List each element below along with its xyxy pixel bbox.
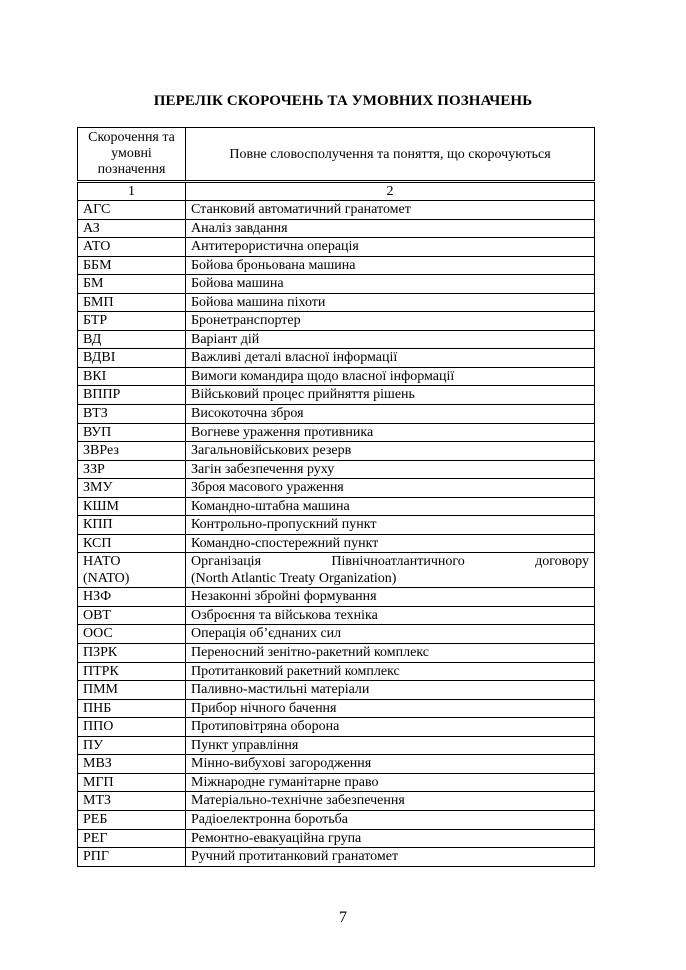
definition-cell: Переносний зенітно-ракетний комплекс <box>186 644 595 663</box>
abbreviation-cell: БМ <box>78 275 186 294</box>
definition-cell: Бронетранспортер <box>186 312 595 331</box>
abbreviation-cell: АГС <box>78 201 186 220</box>
abbreviation-cell: ППО <box>78 718 186 737</box>
table-row <box>78 699 595 718</box>
abbreviation-cell: ЗВРез <box>78 442 186 461</box>
abbreviation-cell: ЗМУ <box>78 479 186 498</box>
definition-cell: Важливі деталі власної інформації <box>186 349 595 368</box>
table-row <box>78 293 595 312</box>
header-full-phrase: Повне словосполучення та поняття, що скорочуються <box>186 128 595 182</box>
table-row <box>78 810 595 829</box>
table-row <box>78 644 595 663</box>
abbreviation-line: (NATO) <box>83 571 130 587</box>
abbreviation-cell: РПГ <box>78 848 186 867</box>
abbreviation-cell: КСП <box>78 534 186 553</box>
definition-cell: Прибор нічного бачення <box>186 699 595 718</box>
table-row <box>78 755 595 774</box>
abbreviation-cell: МВЗ <box>78 755 186 774</box>
abbreviation-cell: АЗ <box>78 219 186 238</box>
definition-cell: Вогневе ураження противника <box>186 423 595 442</box>
header-abbreviation: Скорочення та умовні позначення <box>78 128 186 182</box>
abbreviation-cell: АТО <box>78 238 186 257</box>
table-row <box>78 516 595 535</box>
abbreviation-cell: ВУП <box>78 423 186 442</box>
table-row <box>78 497 595 516</box>
table-row <box>78 606 595 625</box>
abbreviation-cell: ББМ <box>78 256 186 275</box>
definition-cell: Аналіз завдання <box>186 219 595 238</box>
table-row <box>78 256 595 275</box>
abbreviation-cell: БМП <box>78 293 186 312</box>
abbreviation-cell: ВКІ <box>78 367 186 386</box>
table-row <box>78 349 595 368</box>
definition-cell: Радіоелектронна боротьба <box>186 810 595 829</box>
definition-cell: Командно-штабна машина <box>186 497 595 516</box>
column-number-2: 2 <box>186 182 595 201</box>
definition-cell: Ручний протитанковий гранатомет <box>186 848 595 867</box>
abbreviation-cell: ВДВІ <box>78 349 186 368</box>
abbreviation-cell <box>78 553 186 588</box>
abbreviation-cell: РЕБ <box>78 810 186 829</box>
table-row <box>78 848 595 867</box>
definition-cell: Командно-спостережний пункт <box>186 534 595 553</box>
definition-cell: Бойова машина <box>186 275 595 294</box>
abbreviation-cell: МТЗ <box>78 792 186 811</box>
abbreviation-cell: НЗФ <box>78 588 186 607</box>
table-row <box>78 367 595 386</box>
table-row <box>78 219 595 238</box>
definition-cell: Паливно-мастильні матеріали <box>186 681 595 700</box>
table-row <box>78 681 595 700</box>
definition-cell: Високоточна зброя <box>186 405 595 424</box>
table-row <box>78 312 595 331</box>
abbreviation-line: НАТО <box>83 554 121 570</box>
definition-cell: Мінно-вибухові загородження <box>186 755 595 774</box>
table-row <box>78 330 595 349</box>
definition-cell <box>186 553 595 588</box>
definition-cell: Протитанковий ракетний комплекс <box>186 662 595 681</box>
definition-cell: Бойова машина піхоти <box>186 293 595 312</box>
definition-cell: Озброєння та військова техніка <box>186 606 595 625</box>
definition-cell: Військовий процес прийняття рішень <box>186 386 595 405</box>
abbreviation-cell: МГП <box>78 773 186 792</box>
definition-cell: Контрольно-пропускний пункт <box>186 516 595 535</box>
definition-cell: Операція об’єднаних сил <box>186 625 595 644</box>
definition-cell: Протиповітряна оборона <box>186 718 595 737</box>
table-row <box>78 792 595 811</box>
table-row <box>78 275 595 294</box>
page-title: ПЕРЕЛІК СКОРОЧЕНЬ ТА УМОВНИХ ПОЗНАЧЕНЬ <box>153 93 533 109</box>
abbreviation-cell: ПУ <box>78 736 186 755</box>
abbreviation-cell: ПНБ <box>78 699 186 718</box>
table-row <box>78 736 595 755</box>
abbreviation-cell: КПП <box>78 516 186 535</box>
abbreviation-cell: ВД <box>78 330 186 349</box>
definition-cell: Загальновійськових резерв <box>186 442 595 461</box>
table-row <box>78 201 595 220</box>
page-number: 7 <box>339 909 347 926</box>
abbreviation-cell: ООС <box>78 625 186 644</box>
definition-cell: Пункт управління <box>186 736 595 755</box>
table-row <box>78 386 595 405</box>
table-row <box>78 718 595 737</box>
definition-line: Організація Північноатлантичного договору <box>191 554 589 570</box>
definition-cell: Станковий автоматичний гранатомет <box>186 201 595 220</box>
table-row <box>78 534 595 553</box>
table-row <box>78 773 595 792</box>
abbreviation-cell: КШМ <box>78 497 186 516</box>
abbreviation-cell: ВППР <box>78 386 186 405</box>
abbreviation-cell: ПТРК <box>78 662 186 681</box>
abbreviation-cell: ПЗРК <box>78 644 186 663</box>
definition-cell: Антитерористична операція <box>186 238 595 257</box>
table-row <box>78 553 595 588</box>
table-row <box>78 662 595 681</box>
column-number-1: 1 <box>78 182 186 201</box>
definition-cell: Зброя масового ураження <box>186 479 595 498</box>
abbreviations-table <box>77 127 595 867</box>
definition-cell: Вимоги командира щодо власної інформації <box>186 367 595 386</box>
abbreviation-cell: ПММ <box>78 681 186 700</box>
definition-cell: Ремонтно-евакуаційна група <box>186 829 595 848</box>
table-header-row <box>78 128 595 182</box>
column-number-row <box>78 182 595 201</box>
table-row <box>78 625 595 644</box>
table-row <box>78 442 595 461</box>
definition-line: (North Atlantic Treaty Organization) <box>191 571 397 587</box>
table-row <box>78 829 595 848</box>
abbreviation-cell: БТР <box>78 312 186 331</box>
table-row <box>78 588 595 607</box>
table-row <box>78 460 595 479</box>
definition-cell: Незаконні збройні формування <box>186 588 595 607</box>
abbreviation-cell: РЕГ <box>78 829 186 848</box>
table-row <box>78 423 595 442</box>
definition-cell: Міжнародне гуманітарне право <box>186 773 595 792</box>
definition-cell: Бойова броньована машина <box>186 256 595 275</box>
table-row <box>78 405 595 424</box>
abbreviation-cell: ВТЗ <box>78 405 186 424</box>
abbreviation-cell: ЗЗР <box>78 460 186 479</box>
definition-cell: Варіант дій <box>186 330 595 349</box>
table-row <box>78 238 595 257</box>
abbreviation-cell: ОВТ <box>78 606 186 625</box>
definition-cell: Загін забезпечення руху <box>186 460 595 479</box>
definition-cell: Матеріально-технічне забезпечення <box>186 792 595 811</box>
table-row <box>78 479 595 498</box>
